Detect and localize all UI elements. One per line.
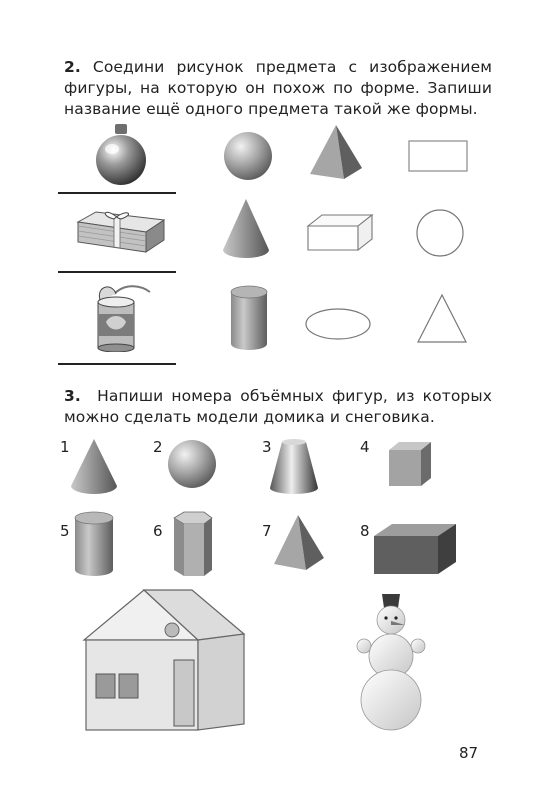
cylinder-shape bbox=[229, 284, 269, 354]
christmas-ornament-image bbox=[92, 122, 150, 188]
task-2-instruction: Соедини рисунок предмета с изображением фигуры, на которую он похож по форме. Запиши название ещё одного предмета такой же формы. bbox=[64, 58, 492, 118]
sphere-shape bbox=[222, 130, 274, 182]
figure-number-7: 7 bbox=[262, 522, 272, 540]
circle-shape bbox=[414, 207, 466, 259]
task-2-number: 2. bbox=[64, 58, 81, 76]
figure-number-2: 2 bbox=[153, 438, 163, 456]
task-3-number: 3. bbox=[64, 387, 81, 405]
numbered-hexagonal-prism-figure bbox=[166, 510, 216, 580]
cuboid-outline-shape bbox=[304, 212, 376, 254]
numbered-truncated-cone-figure bbox=[266, 436, 322, 498]
gift-box-image bbox=[74, 206, 168, 258]
figure-number-4: 4 bbox=[360, 438, 370, 456]
triangle-shape bbox=[414, 290, 470, 346]
numbered-box-figure bbox=[370, 520, 460, 578]
pyramid-shape bbox=[306, 122, 366, 182]
figure-number-6: 6 bbox=[153, 522, 163, 540]
house-model-drawing bbox=[80, 588, 248, 736]
answer-line-2[interactable] bbox=[58, 271, 176, 273]
page-number: 87 bbox=[459, 744, 479, 762]
numbered-cube-figure bbox=[385, 440, 435, 490]
snowman-model-drawing bbox=[352, 592, 436, 732]
figure-number-5: 5 bbox=[60, 522, 70, 540]
task-3-instruction: Напиши номера объёмных фигур, из которых можно сделать модели домика и снеговика. bbox=[64, 387, 492, 426]
rectangle-shape bbox=[408, 140, 470, 174]
numbered-pyramid-figure bbox=[270, 512, 328, 574]
numbered-cone-figure bbox=[68, 436, 120, 498]
numbered-sphere-figure bbox=[166, 438, 218, 490]
task-3-text bbox=[64, 386, 492, 428]
figure-number-8: 8 bbox=[360, 522, 370, 540]
answer-line-3[interactable] bbox=[58, 363, 176, 365]
oval-shape bbox=[303, 306, 373, 342]
figure-number-1: 1 bbox=[60, 438, 70, 456]
condensed-milk-can-image bbox=[86, 280, 156, 352]
answer-line-1[interactable] bbox=[58, 192, 176, 194]
figure-number-3: 3 bbox=[262, 438, 272, 456]
numbered-cylinder-figure bbox=[72, 510, 116, 580]
cone-shape bbox=[220, 196, 272, 262]
task-2-text bbox=[64, 57, 492, 120]
